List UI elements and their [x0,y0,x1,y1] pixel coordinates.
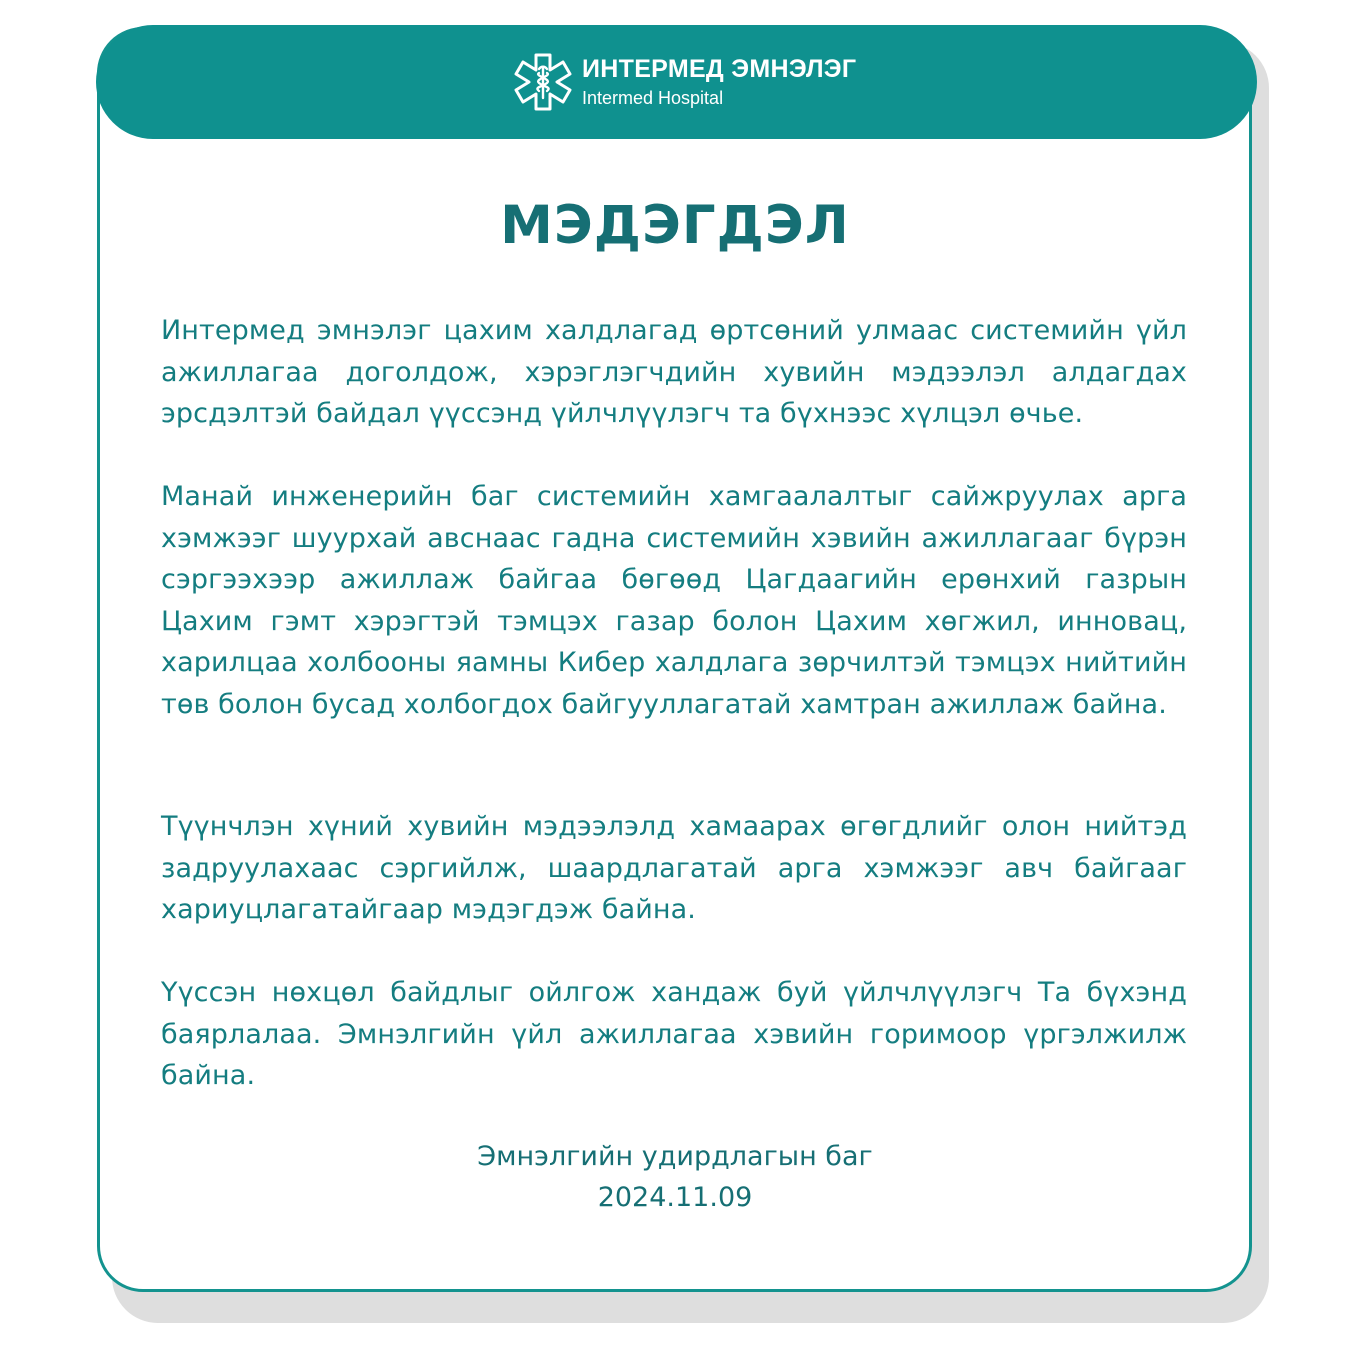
notice-paragraph-3: Түүнчлэн хүний хувийн мэдээлэлд хамаарах өгөгдлийг олон нийтэд задруулахаас сэргийлж, шаардлагатай арга хэмжээг авч байгааг хариуцлагатайгаар мэдэгдэж байна. [161,811,1187,925]
notice-paragraph-4: Үүссэн нөхцөл байдлыг ойлгож хандаж буй үйлчлүүлэгч Та бүхэнд баярлалаа. Эмнэлгийн үйл ажиллагаа хэвийн горимоор үргэлжилж байна. [161,977,1187,1091]
signature-block [0,1136,1350,1218]
signature-name: Эмнэлгийн удирдлагын баг [477,1141,873,1172]
logo-subtitle: Intermed Hospital [582,88,724,108]
notice-title: МЭДЭГДЭЛ [500,195,850,256]
notice-paragraph-2: Манай инженерийн баг системийн хамгаалалтыг сайжруулах арга хэмжээг шуурхай авснаас гадна системийн хэвийн ажиллагааг бүрэн сэргээхээр ажиллаж байгаа бөгөөд Цагдаагийн ерөнхий газрын Цахим гэмт хэрэгтэй тэмцэх газар болон Цахим хөгжил, инновац, харилцаа холбооны яамны Кибер халдлага зөрчилтэй тэмцэх нийтийн төв болон бусад холбогдох байгууллагатай хамтран ажиллаж байна. [161,481,1187,720]
medical-star-icon [512,51,574,113]
logo-name: ИНТЕРМЕД ЭМНЭЛЭГ [582,55,857,83]
notice-paragraph-1: Интермед эмнэлэг цахим халдлагад өртсөний улмаас системийн үйл ажиллагаа доголдож, хэрэглэгчдийн хувийн мэдээлэл алдагдах эрсдэлтэй байдал үүссэнд үйлчлүүлэгч та бүхнээс хүлцэл өчье. [161,315,1187,429]
hospital-logo [512,51,872,113]
notice-date: 2024.11.09 [597,1182,753,1213]
